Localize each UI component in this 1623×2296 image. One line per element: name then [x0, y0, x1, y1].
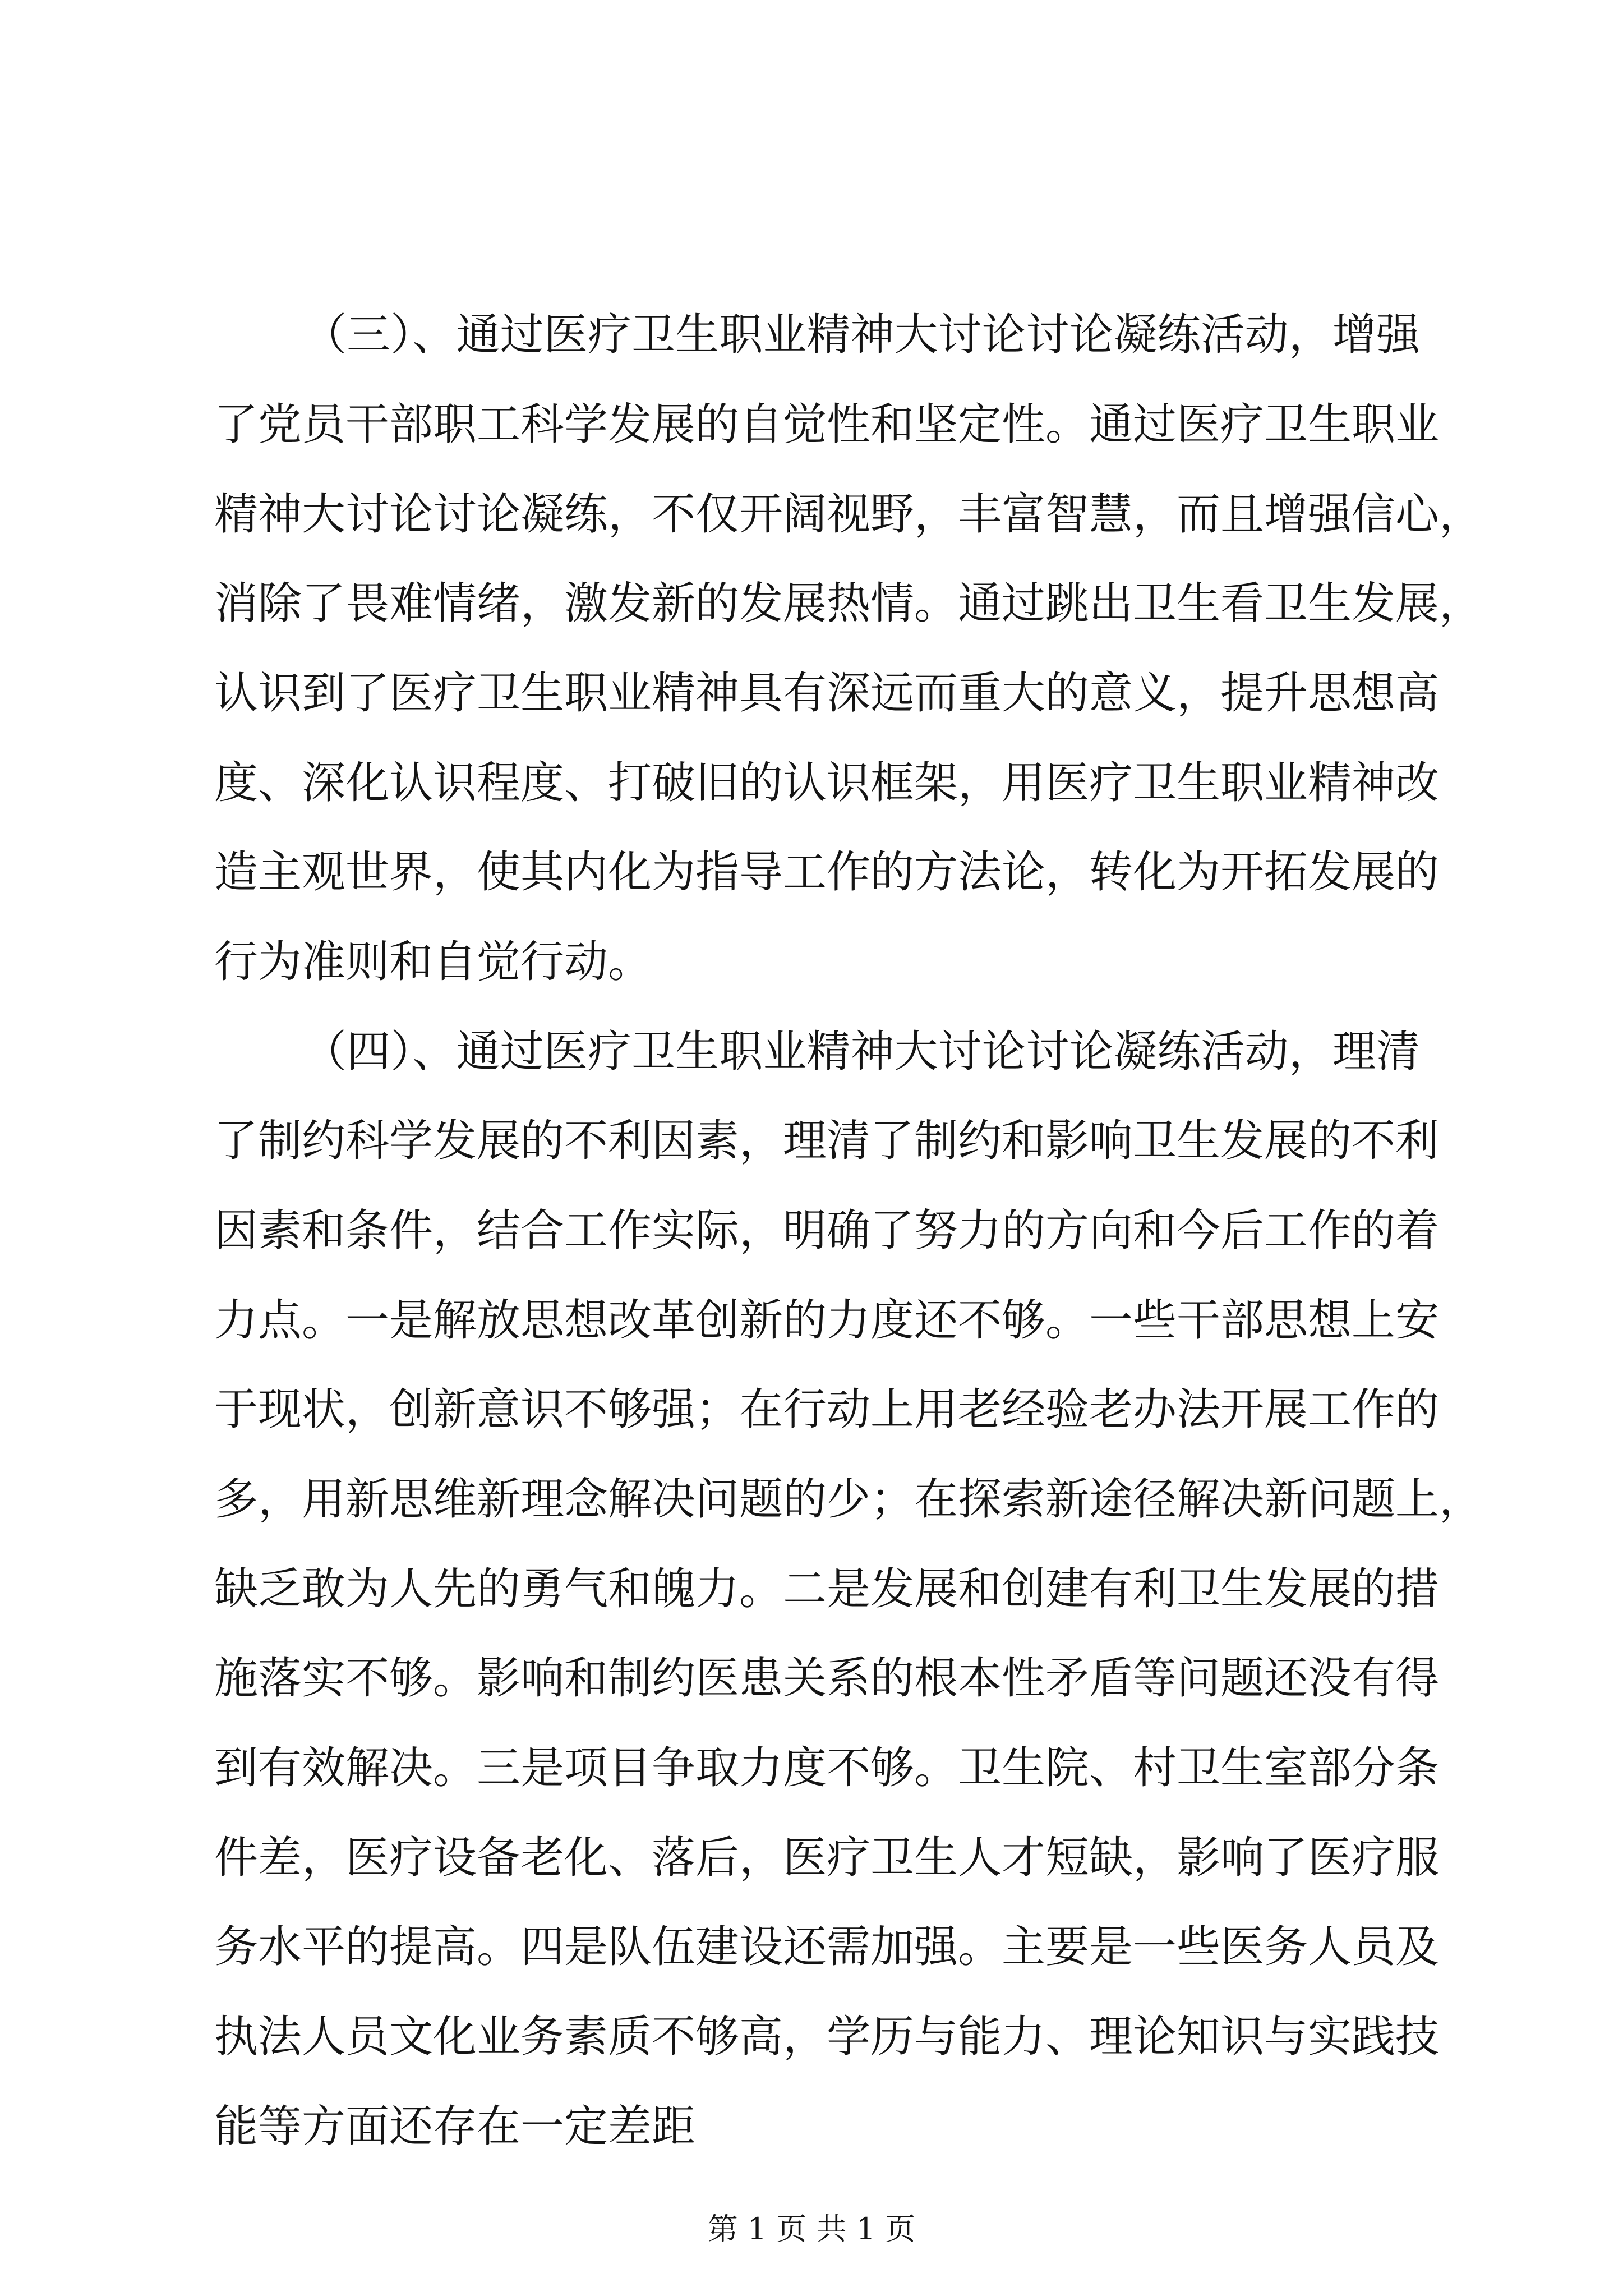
paragraph-2-line-7: 缺乏敢为人先的勇气和魄力。二是发展和创建有利卫生发展的措: [214, 1564, 1440, 1614]
paragraph-1-line-3: 精神大讨论讨论凝练，不仅开阔视野，丰富智慧，而且增强信心，: [214, 489, 1483, 540]
paragraph-2-line-13: 能等方面还存在一定差距: [214, 2101, 696, 2152]
paragraph-1-line-8: 行为准则和自觉行动。: [214, 937, 652, 987]
paragraph-2-line-9: 到有效解决。三是项目争取力度不够。卫生院、村卫生室部分条: [214, 1743, 1440, 1793]
paragraph-2-line-6: 多，用新思维新理念解决问题的少；在探索新途径解决新问题上，: [214, 1474, 1483, 1525]
paragraph-2-line-12: 执法人员文化业务素质不够高，学历与能力、理论知识与实践技: [214, 2012, 1440, 2062]
paragraph-2-line-1: （四）、通过医疗卫生职业精神大讨论讨论凝练活动，理清: [303, 1027, 1420, 1077]
paragraph-2-line-3: 因素和条件，结合工作实际，明确了努力的方向和今后工作的着: [214, 1205, 1440, 1256]
paragraph-2-line-5: 于现状，创新意识不够强；在行动上用老经验老办法开展工作的: [214, 1384, 1440, 1435]
paragraph-2-line-4: 力点。一是解放思想改革创新的力度还不够。一些干部思想上安: [214, 1295, 1440, 1346]
paragraph-2-line-2: 了制约科学发展的不利因素，理清了制约和影响卫生发展的不利: [214, 1116, 1440, 1166]
paragraph-1-line-2: 了党员干部职工科学发展的自觉性和坚定性。通过医疗卫生职业: [214, 399, 1440, 450]
page-number-footer: 第 1 页 共 1 页: [707, 2211, 916, 2247]
paragraph-1-line-6: 度、深化认识程度、打破旧的认识框架，用医疗卫生职业精神改: [214, 758, 1440, 808]
paragraph-2-line-8: 施落实不够。影响和制约医患关系的根本性矛盾等问题还没有得: [214, 1653, 1440, 1704]
paragraph-2-line-11: 务水平的提高。四是队伍建设还需加强。主要是一些医务人员及: [214, 1922, 1440, 1972]
paragraph-1-line-4: 消除了畏难情绪，激发新的发展热情。通过跳出卫生看卫生发展，: [214, 578, 1483, 629]
paragraph-1-line-7: 造主观世界，使其内化为指导工作的方法论，转化为开拓发展的: [214, 847, 1440, 898]
paragraph-1-line-5: 认识到了医疗卫生职业精神具有深远而重大的意义，提升思想高: [214, 668, 1440, 719]
paragraph-1-line-1: （三）、通过医疗卫生职业精神大讨论讨论凝练活动，增强: [303, 310, 1420, 360]
paragraph-2-line-10: 件差，医疗设备老化、落后，医疗卫生人才短缺，影响了医疗服: [214, 1833, 1440, 1883]
